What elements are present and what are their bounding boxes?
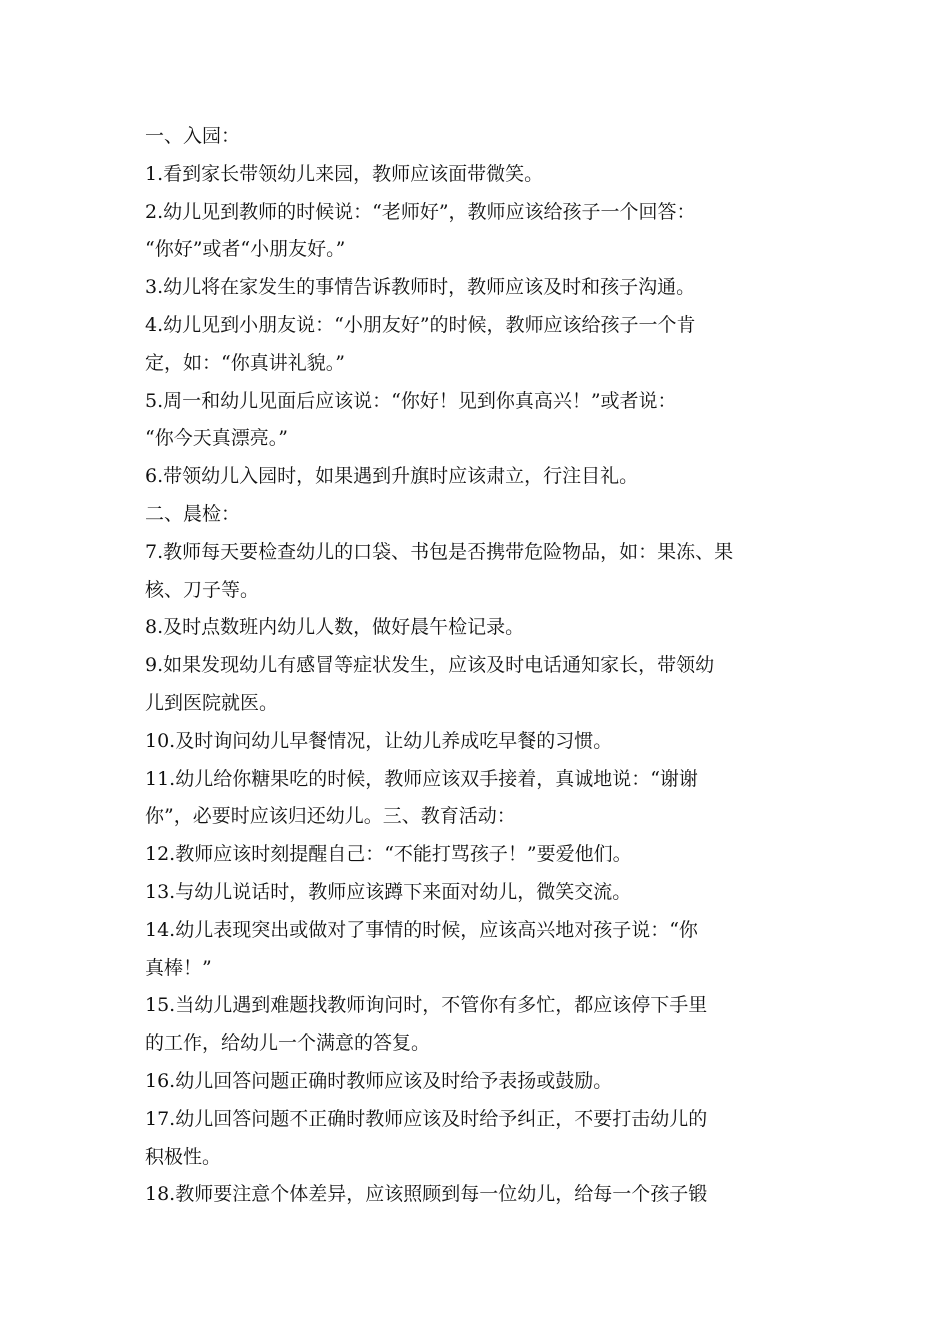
text-line: 定，如：“你真讲礼貌。” [145, 351, 345, 374]
text-line: 的工作，给幼儿一个满意的答复。 [145, 1032, 431, 1055]
text-line: 9.如果发现幼儿有感冒等症状发生，应该及时电话通知家长，带领幼 [145, 654, 715, 677]
text-line: 积极性。 [145, 1145, 222, 1168]
text-line: 3.幼儿将在家发生的事情告诉教师时，教师应该及时和孩子沟通。 [145, 276, 696, 299]
text-line: 6.带领幼儿入园时，如果遇到升旗时应该肃立，行注目礼。 [145, 465, 639, 488]
text-line: 12.教师应该时刻提醒自己：“不能打骂孩子！”要爱他们。 [145, 843, 632, 866]
text-line: “你今天真漂亮。” [145, 427, 288, 450]
section-heading: 二、晨检： [145, 502, 241, 525]
document-body [145, 118, 810, 1214]
text-line: 7.教师每天要检查幼儿的口袋、书包是否携带危险物品，如：果冻、果 [145, 540, 734, 563]
text-line: 儿到医院就医。 [145, 691, 279, 714]
text-line: 2.幼儿见到教师的时候说：“老师好”，教师应该给孩子一个回答： [145, 200, 696, 223]
text-line: 8.及时点数班内幼儿人数，做好晨午检记录。 [145, 616, 525, 639]
text-line: 4.幼儿见到小朋友说：“小朋友好”的时候，教师应该给孩子一个肯 [145, 313, 696, 336]
text-line: 一、入园： [145, 125, 241, 147]
text-line: 11.幼儿给你糖果吃的时候，教师应该双手接着，真诚地说：“谢谢 [145, 767, 698, 790]
text-line: 1.看到家长带领幼儿来园，教师应该面带微笑。 [145, 162, 544, 185]
text-line: 13.与幼儿说话时，教师应该蹲下来面对幼儿，微笑交流。 [145, 880, 632, 903]
text-line: 16.幼儿回答问题正确时教师应该及时给予表扬或鼓励。 [145, 1069, 613, 1092]
text-line: 14.幼儿表现突出或做对了事情的时候，应该高兴地对孩子说：“你 [145, 918, 698, 941]
text-line: 18.教师要注意个体差异，应该照顾到每一位幼儿，给每一个孩子锻 [145, 1183, 708, 1206]
text-line: “你好”或者“小朋友好。” [145, 238, 346, 261]
text-line: 10.及时询问幼儿早餐情况，让幼儿养成吃早餐的习惯。 [145, 729, 613, 752]
text-line: 5.周一和幼儿见面后应该说：“你好！见到你真高兴！”或者说： [145, 389, 677, 412]
text-line: 15.当幼儿遇到难题找教师询问时，不管你有多忙，都应该停下手里 [145, 994, 708, 1017]
text-line: 真棒！” [145, 956, 212, 979]
text-line: 核、刀子等。 [145, 578, 260, 601]
text-line: 17.幼儿回答问题不正确时教师应该及时给予纠正，不要打击幼儿的 [145, 1107, 708, 1130]
text-line: 你”，必要时应该归还幼儿。三、教育活动： [145, 805, 516, 828]
